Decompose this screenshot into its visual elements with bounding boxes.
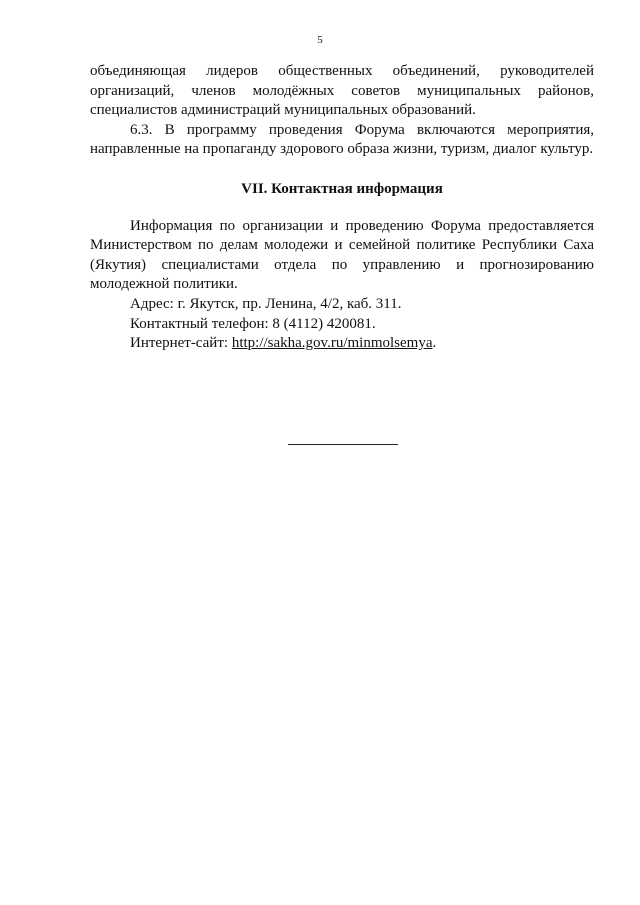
section-heading: VII. Контактная информация	[241, 180, 443, 197]
website-suffix: .	[432, 335, 437, 352]
website-link[interactable]: http://sakha.gov.ru/minmolsemya	[231, 335, 433, 352]
paragraph-continuation: объединяющая лидеров общественных объединений, руководителей организаций, членов молодёжных советов муниципальных районов, специалистов администраций муниципальных образований.	[90, 63, 594, 119]
paragraph-6-3: 6.3. В программу проведения Форума включаются мероприятия, направленные на пропаганду здорового образа жизни, туризм, диалог культур.	[90, 121, 594, 158]
end-of-document-rule	[288, 444, 398, 445]
address-line: Адрес: г. Якутск, пр. Ленина, 4/2, каб. 311.	[130, 295, 402, 312]
contact-intro-paragraph: Информация по организации и проведению Форума предоставляется Министерством по делам молодежи и семейной политике Республики Саха (Якутия) специалистами отдела по управлению и прогнозированию молодежной политики.	[90, 217, 594, 293]
document-body	[90, 62, 594, 354]
website-label: Интернет-сайт:	[130, 335, 232, 352]
page-number: 5	[317, 34, 323, 46]
phone-line: Контактный телефон: 8 (4112) 420081.	[130, 315, 376, 332]
website-line	[90, 334, 594, 354]
